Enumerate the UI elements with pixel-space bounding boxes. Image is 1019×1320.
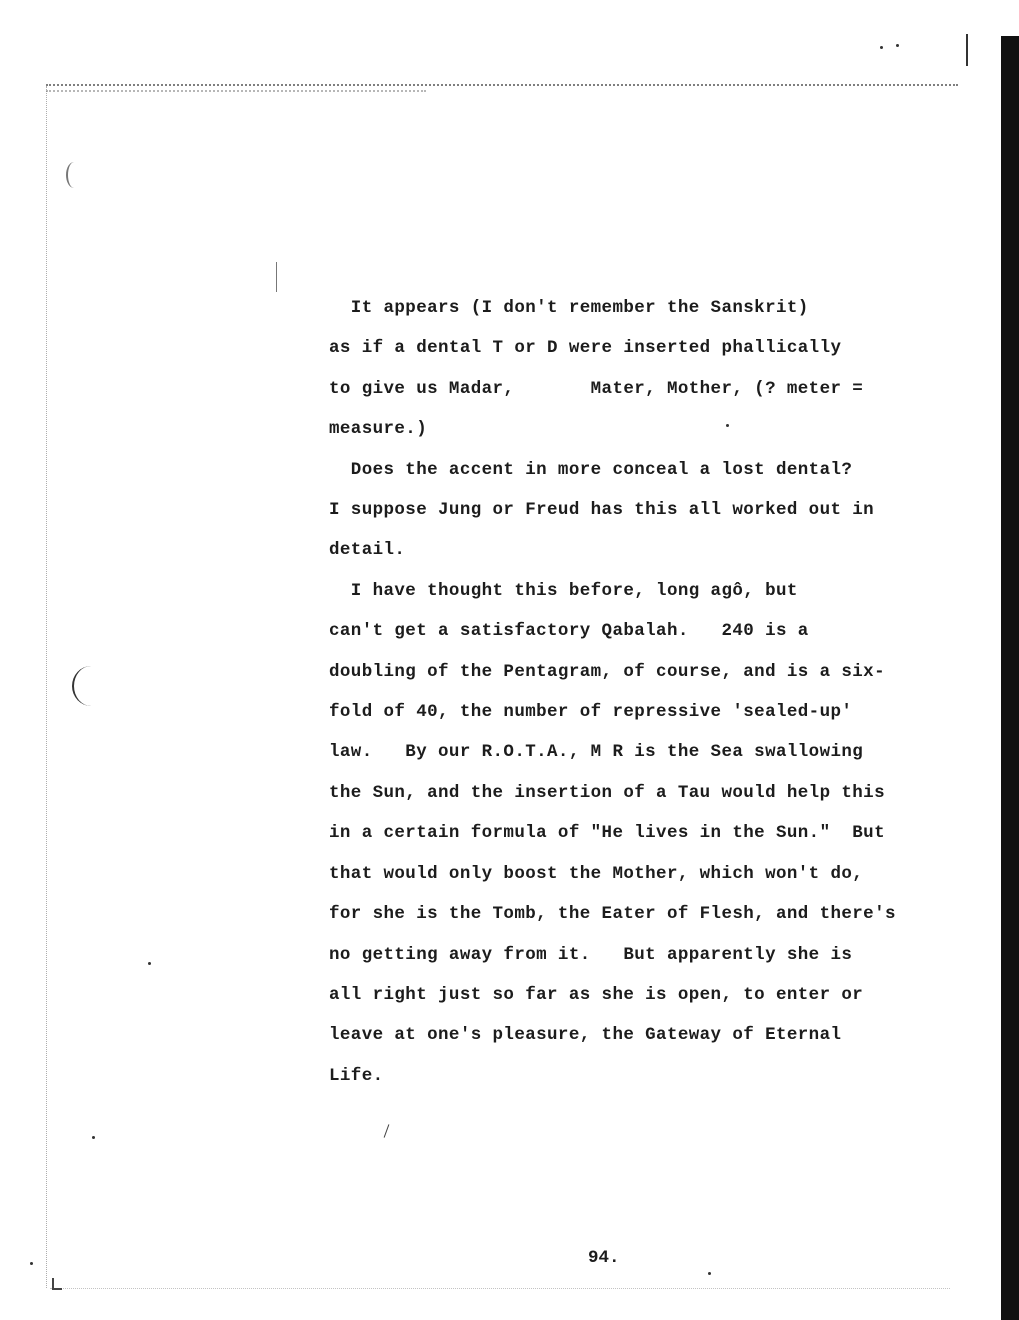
speck <box>92 1136 95 1139</box>
speck <box>30 1262 33 1265</box>
text-line: to give us Madar, Mater, Mother, (? meter = <box>329 378 864 399</box>
typed-text <box>329 288 969 1096</box>
page-left-edge <box>46 86 47 1288</box>
text-line: can't get a satisfactory Qabalah. 240 is a <box>329 621 809 642</box>
text-line: Life. <box>329 1065 384 1086</box>
text-line: law. By our R.O.T.A., M R is the Sea swallowing <box>329 742 864 763</box>
text-line: measure.) <box>329 419 428 440</box>
scan-mark <box>276 262 277 292</box>
text-line: that would only boost the Mother, which won't do, <box>329 863 864 884</box>
punch-hole-mark <box>66 162 82 188</box>
page-bottom-edge <box>50 1288 950 1289</box>
text-line: detail. <box>329 540 406 561</box>
speck <box>880 46 883 49</box>
speck <box>148 962 151 965</box>
corner-mark <box>52 1278 62 1290</box>
punch-hole-mark <box>72 666 110 706</box>
text-line: leave at one's pleasure, the Gateway of Eternal <box>329 1025 842 1046</box>
text-line: in a certain formula of "He lives in the Sun." But <box>329 823 885 844</box>
text-line: I suppose Jung or Freud has this all worked out in <box>329 500 875 521</box>
text-line: for she is the Tomb, the Eater of Flesh, and there's <box>329 904 896 925</box>
text-line: all right just so far as she is open, to enter or <box>329 984 864 1005</box>
speck <box>896 44 899 47</box>
text-line: no getting away from it. But apparently she is <box>329 944 853 965</box>
text-line: Does the accent in more conceal a lost dental? <box>329 459 853 480</box>
page-top-edge <box>46 84 958 86</box>
text-line: as if a dental T or D were inserted phallically <box>329 338 842 359</box>
scan-right-border <box>1001 36 1019 1320</box>
text-line: the Sun, and the insertion of a Tau would help this <box>329 782 885 803</box>
page-top-edge-shadow <box>46 90 426 92</box>
scan-mark <box>384 1124 390 1137</box>
text-line: It appears (I don't remember the Sanskrit) <box>329 298 809 318</box>
speck <box>708 1272 711 1275</box>
text-line: fold of 40, the number of repressive 'sealed-up' <box>329 702 853 723</box>
scan-mark <box>966 34 968 66</box>
text-line: I have thought this before, long agô, but <box>329 580 798 601</box>
text-line: doubling of the Pentagram, of course, and is a six- <box>329 661 885 682</box>
page-number: 94. <box>588 1248 620 1268</box>
